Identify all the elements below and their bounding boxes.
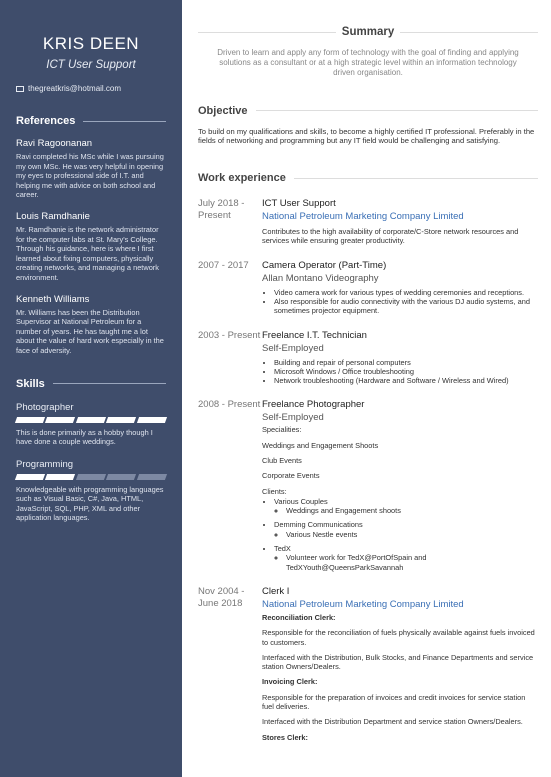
job-dates: 2008 - Present [198,399,261,411]
candidate-role: ICT User Support [46,59,136,71]
skill-level-segment [106,417,137,423]
job-title: Clerk I [262,585,290,597]
job-paragraph: Responsible for the preparation of invoices and credit invoices for service station fuel deliveries. [262,692,526,712]
job-dates: Nov 2004 - June 2018 [198,585,245,609]
list-item: ◦ Volunteer work for TedX@PortOfSpain and TedXYouth@QueensParkSavannah [286,553,538,572]
divider [83,121,166,122]
job-bullets [262,358,538,386]
skill-level-segment [137,417,168,423]
skills-title: Skills [16,377,45,390]
job-paragraph: Corporate Events [262,471,320,481]
job-company: Self-Employed [262,412,324,424]
job-title: Freelance Photographer [262,399,365,411]
job-entry [198,586,538,742]
job-paragraph: Club Events [262,455,302,465]
summary-title: Summary [341,26,395,38]
list-item: • Video camera work for various types of wedding ceremonies and receptions. [274,288,538,297]
skill-item [16,459,166,523]
skill-level-segment [15,417,46,423]
job-description: Contributes to the high availability of corporate/C-Store network resources and services while ensuring greater productivity. [262,227,519,246]
sidebar [0,0,182,777]
skill-level-segment [76,417,107,423]
list-item: ◦ Weddings and Engagement shoots [286,506,538,515]
job-subheading: Reconciliation Clerk: [262,612,336,622]
list-item: • Also responsible for audio connectivity with the various DJ audio systems, and sometimes projector equipment. [274,297,538,316]
client-name: Various Couples [274,496,328,506]
divider [53,383,166,384]
references-heading [16,115,166,127]
job-dates: 2003 - Present [198,329,261,341]
client-list [262,497,538,572]
reference-name: Kenneth Williams [16,293,90,305]
skill-level-segment [137,474,168,480]
job-entry [198,198,538,246]
list-item: ◦ Various Nestle events [286,530,538,539]
job-company: Allan Montano Videography [262,272,379,284]
job-entry [198,330,538,386]
main-content [198,0,538,742]
skill-level-segment [106,474,137,480]
divider [400,32,538,33]
job-subheading: Invoicing Clerk: [262,677,318,687]
skill-text: This is done primarily as a hobby though I have done a couple weddings. [16,427,153,447]
job-title: Freelance I.T. Technician [262,329,367,341]
skill-level-bar [16,417,166,423]
objective-heading [198,105,538,117]
client-name: TedX [274,544,291,554]
list-item: • Network troubleshooting (Hardware and Software / Wireless and Wired) [274,376,538,385]
objective-text: To build on my qualifications and skills, to become a highly certified IT professional. Preferably in the fields of networking and programming but any IT field would be challenging and satisfying. [198,126,535,146]
job-entry [198,399,538,572]
job-paragraph: Responsible for the reconciliation of fuels physically available against fuels invoiced to customers. [262,628,535,647]
references-title: References [16,115,76,127]
email-contact[interactable] [16,84,166,93]
job-entry [198,260,538,316]
summary-text: Driven to learn and apply any form of technology with the goal of finding and applying solutions as a consultant or at a high strategic level within an information technology driven organisation. [217,48,519,78]
skill-item [16,402,166,447]
list-item: • Microsoft Windows / Office troubleshooting [274,367,538,376]
skill-text: Knowledgeable with programming languages such as Visual Basic, C#, Java, HTML, JavaScript, SQL, PHP, XML and other application languages. [16,484,164,523]
reference-text: Mr. Williams has been the Distribution Supervisor at National Petroleum for a number of years. He has taught me a lot about the value of hard work especially in the face of adversity. [16,307,164,355]
list-item [274,544,538,572]
client-name: Demming Communications [274,520,363,530]
job-paragraph: Clients: [262,486,287,496]
reference-name: Ravi Ragoonanan [16,138,93,149]
summary-heading [198,26,538,38]
job-bullets [262,288,538,316]
divider [256,110,538,111]
job-subheading: Stores Clerk: [262,732,309,742]
envelope-icon [16,86,24,92]
job-dates: July 2018 - Present [198,198,245,222]
job-paragraph: Interfaced with the Distribution Department and service station Owners/Dealers. [262,717,523,727]
list-item [274,520,538,539]
candidate-name: KRIS DEEN [42,34,140,53]
reference-text: Mr. Ramdhanie is the network administrator for the computer labs at St. Mary's College. Through his guidance, here is where I first learned about fixing computers, physically creating networks, and managing a network environment. [16,224,159,282]
divider [198,32,336,33]
reference-item [16,211,166,283]
list-item: • Building and repair of personal computers [274,358,538,367]
email-text[interactable]: thegreatkris@hotmail.com [28,84,122,93]
skill-name: Photographer [16,401,74,413]
skill-level-segment [45,474,76,480]
reference-name: Louis Ramdhanie [16,210,90,222]
skill-name: Programming [16,458,74,470]
skill-level-bar [16,474,166,480]
reference-item [16,294,166,356]
reference-item [16,138,166,200]
job-title: Camera Operator (Part-Time) [262,259,387,271]
objective-title: Objective [198,104,248,117]
job-title: ICT User Support [262,198,336,210]
reference-text: Ravi completed his MSc while I was pursuing my own MSc. He was very helpful in opening my eyes to professional side of I.T. and helping me with advice on both school and career. [16,152,164,200]
job-paragraph: Specialities: [262,425,302,435]
job-paragraph: Weddings and Engagement Shoots [262,440,379,450]
skill-level-segment [76,474,107,480]
work-title: Work experience [198,172,286,185]
job-company: National Petroleum Marketing Company Limited [262,211,464,223]
divider [294,178,538,179]
list-item [274,497,538,516]
job-company: National Petroleum Marketing Company Limited [262,598,464,610]
job-paragraph: Interfaced with the Distribution, Bulk Stocks, and Finance Departments and service station Owners/Dealers. [262,652,534,672]
skill-level-segment [15,474,46,480]
skills-heading [16,378,166,390]
job-dates: 2007 - 2017 [198,259,249,271]
job-company: Self-Employed [262,342,324,354]
work-heading [198,172,538,184]
skill-level-segment [45,417,76,423]
